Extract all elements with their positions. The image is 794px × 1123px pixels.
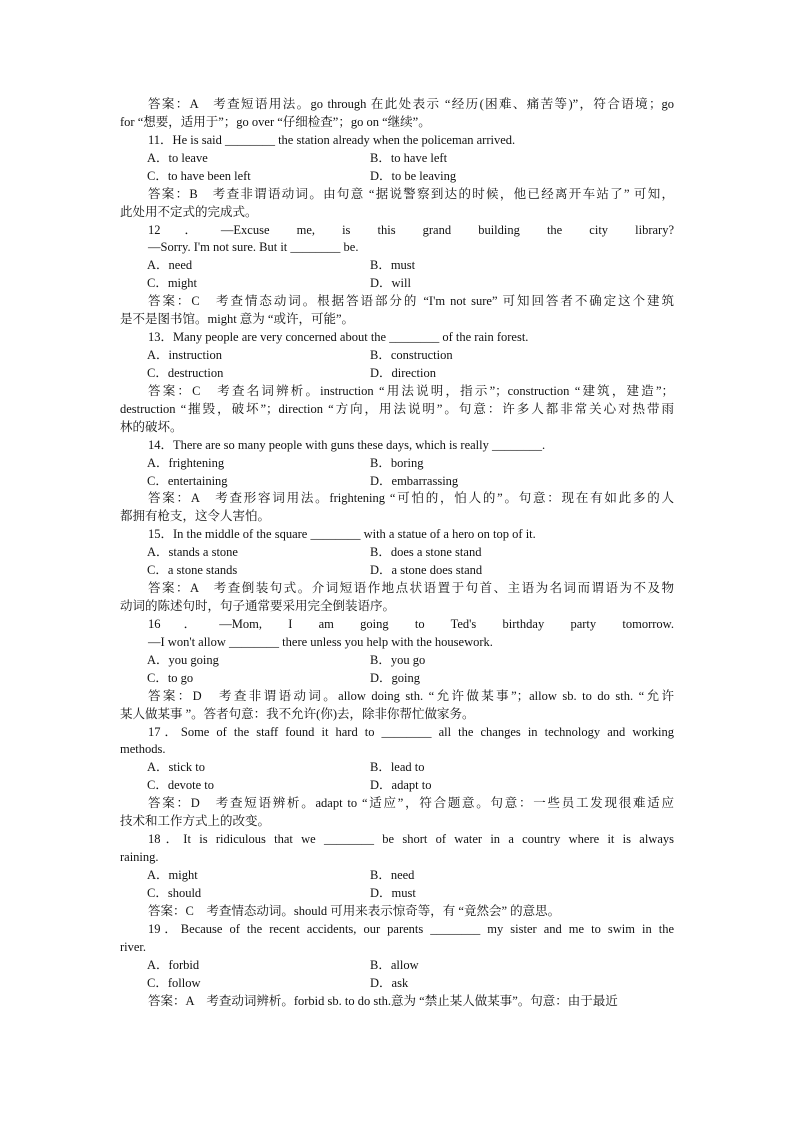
option-text: C．entertaining bbox=[147, 473, 228, 488]
option-text: B．you go bbox=[370, 652, 426, 667]
answer-line: 答案：C 考查情态动词。根据答语部分的 “I'm not sure” 可知回答者不确定这个建筑 bbox=[148, 294, 674, 309]
answer-line: 都拥有枪支，这令人害怕。 bbox=[120, 509, 271, 524]
option-text: D．adapt to bbox=[370, 778, 432, 793]
question-line: —I won't allow ________ there unless you help with the housework. bbox=[148, 634, 493, 649]
answer-line: 答案：C 考查情态动词。should 可用来表示惊奇等，有 “竟然会” 的意思。 bbox=[148, 903, 561, 918]
option-text: C．follow bbox=[147, 975, 201, 990]
option-text: A．might bbox=[147, 867, 198, 882]
answer-line: 此处用不定式的完成式。 bbox=[120, 204, 258, 219]
option-text: C．might bbox=[147, 276, 198, 291]
answer-line: 答案：C 考查名词辨析。instruction “用法说明，指示”；construction “建筑，建造”； bbox=[148, 383, 674, 398]
option-text: B．construction bbox=[370, 348, 453, 363]
answer-line: 答案：A 考查形容词用法。frightening “可怕的，怕人的”。句意：现在有如此多的人 bbox=[148, 491, 674, 506]
answer-line: 答案：D 考查短语辨析。adapt to “适应”，符合题意。句意：一些员工发现很难适应 bbox=[148, 796, 674, 811]
option-text: D．to be leaving bbox=[370, 168, 457, 183]
question-line: methods. bbox=[120, 742, 166, 757]
question-line: raining. bbox=[120, 850, 159, 865]
option-text: B．boring bbox=[370, 455, 424, 470]
question-line: 18．It is ridiculous that we ________ be short of water in a country where it is always bbox=[148, 832, 674, 847]
question-line: —Sorry. I'm not sure. But it ________ be. bbox=[148, 240, 359, 255]
question-line: 17．Some of the staff found it hard to ________ all the changes in technology and working bbox=[148, 724, 674, 739]
option-text: B．need bbox=[370, 867, 415, 882]
option-text: C．destruction bbox=[147, 365, 224, 380]
question-line: 13．Many people are very concerned about the ________ of the rain forest. bbox=[148, 330, 529, 345]
option-text: D．embarrassing bbox=[370, 473, 459, 488]
option-text: A．instruction bbox=[147, 348, 222, 363]
answer-line: 答案：A 考查倒装句式。介词短语作地点状语置于句首、主语为名词而谓语为不及物 bbox=[148, 581, 674, 596]
question-line: 16．—Mom, I am going to Ted's birthday party tomorrow. bbox=[148, 616, 674, 631]
option-text: D．a stone does stand bbox=[370, 563, 483, 578]
option-text: C．a stone stands bbox=[147, 563, 238, 578]
answer-line: 是不是图书馆。might 意为 “或许，可能”。 bbox=[120, 312, 355, 327]
answer-line: 答案：D 考查非谓语动词。allow doing sth. “允许做某事”；allow sb. to do sth. “允许 bbox=[148, 688, 674, 703]
answer-line: destruction “摧毁，破坏”；direction “方向，用法说明”。句意：许多人都非常关心对热带雨 bbox=[120, 401, 674, 416]
answer-line: 动词的陈述句时，句子通常要采用完全倒装语序。 bbox=[120, 599, 396, 614]
option-text: B．to have left bbox=[370, 150, 448, 165]
option-text: B．does a stone stand bbox=[370, 545, 482, 560]
question-line: 12．—Excuse me, is this grand building the city library? bbox=[148, 222, 674, 237]
option-text: A．forbid bbox=[147, 957, 200, 972]
option-text: D．going bbox=[370, 670, 421, 685]
question-line: 14．There are so many people with guns these days, which is really ________. bbox=[148, 437, 546, 452]
question-line: 15．In the middle of the square ________ with a statue of a hero on top of it. bbox=[148, 527, 536, 542]
answer-line: 某人做某事 ”。答者句意：我不允许(你)去，除非你帮忙做家务。 bbox=[120, 706, 475, 721]
option-text: B．allow bbox=[370, 957, 419, 972]
option-text: A．frightening bbox=[147, 455, 225, 470]
option-text: A．to leave bbox=[147, 150, 208, 165]
option-text: A．stands a stone bbox=[147, 545, 238, 560]
answer-line: 林的破坏。 bbox=[120, 419, 183, 434]
option-text: D．direction bbox=[370, 365, 436, 380]
option-text: A．you going bbox=[147, 652, 219, 667]
question-line: 11．He is said ________ the station already when the policeman arrived. bbox=[148, 132, 516, 147]
option-text: C．devote to bbox=[147, 778, 215, 793]
answer-line: for “想要，适用于”；go over “仔细检查”；go on “继续”。 bbox=[120, 114, 431, 129]
option-text: D．ask bbox=[370, 975, 409, 990]
option-text: C．should bbox=[147, 885, 202, 900]
option-text: B．lead to bbox=[370, 760, 425, 775]
answer-line: 答案：A 考查动词辨析。forbid sb. to do sth.意为 “禁止某人做某事”。句意：由于最近 bbox=[148, 993, 618, 1008]
option-text: C．to go bbox=[147, 670, 194, 685]
answer-line: 技术和工作方式上的改变。 bbox=[120, 814, 271, 829]
option-text: D．must bbox=[370, 885, 416, 900]
option-text: C．to have been left bbox=[147, 168, 251, 183]
answer-line: 答案：A 考查短语用法。go through 在此处表示 “经历(困难、痛苦等)”，符合语境；go bbox=[148, 97, 674, 111]
question-line: river. bbox=[120, 939, 147, 954]
option-text: A．need bbox=[147, 258, 193, 273]
answer-line: 答案：B 考查非谓语动词。由句意 “据说警察到达的时候，他已经离开车站了” 可知， bbox=[148, 186, 674, 201]
question-line: 19．Because of the recent accidents, our parents ________ my sister and me to swim in the bbox=[148, 921, 674, 936]
option-text: D．will bbox=[370, 276, 411, 291]
option-text: B．must bbox=[370, 258, 416, 273]
option-text: A．stick to bbox=[147, 760, 205, 775]
